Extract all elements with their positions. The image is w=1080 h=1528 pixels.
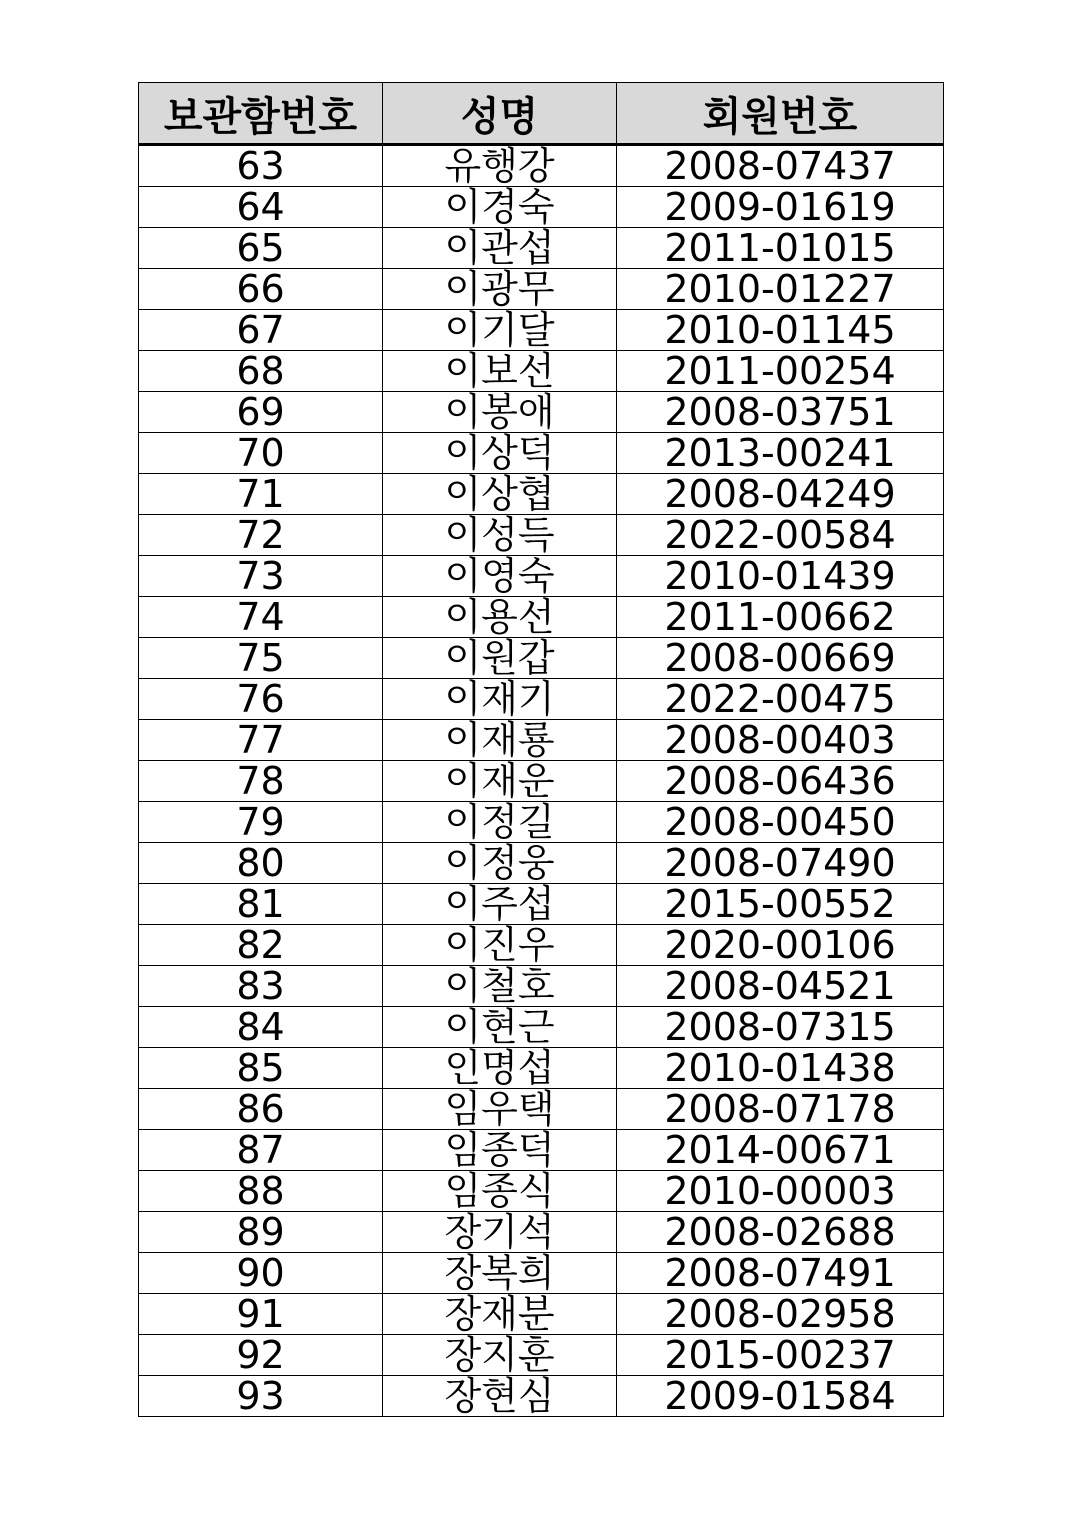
- name-cell: 장복희: [383, 1253, 617, 1294]
- locker-no-cell: 70: [139, 433, 383, 474]
- name-cell: 이성득: [383, 515, 617, 556]
- locker-no-cell: 83: [139, 966, 383, 1007]
- name-cell: 이주섭: [383, 884, 617, 925]
- member-no-cell: 2015-00237: [617, 1335, 944, 1376]
- member-no-cell: 2008-04249: [617, 474, 944, 515]
- member-no-cell: 2008-07490: [617, 843, 944, 884]
- name-cell: 임종덕: [383, 1130, 617, 1171]
- table-row: [139, 310, 944, 351]
- name-cell: 이광무: [383, 269, 617, 310]
- locker-no-cell: 75: [139, 638, 383, 679]
- name-cell: 임종식: [383, 1171, 617, 1212]
- member-no-cell: 2010-01439: [617, 556, 944, 597]
- name-cell: 이원갑: [383, 638, 617, 679]
- locker-no-cell: 88: [139, 1171, 383, 1212]
- name-cell: 인명섭: [383, 1048, 617, 1089]
- locker-no-cell: 63: [139, 145, 383, 187]
- locker-no-cell: 86: [139, 1089, 383, 1130]
- header-member-no: 회원번호: [617, 83, 944, 145]
- member-no-cell: 2013-00241: [617, 433, 944, 474]
- name-cell: 이재기: [383, 679, 617, 720]
- member-no-cell: 2008-03751: [617, 392, 944, 433]
- locker-no-cell: 78: [139, 761, 383, 802]
- member-no-cell: 2008-07178: [617, 1089, 944, 1130]
- name-cell: 임우택: [383, 1089, 617, 1130]
- member-no-cell: 2008-07491: [617, 1253, 944, 1294]
- member-no-cell: 2022-00475: [617, 679, 944, 720]
- table-row: [139, 1376, 944, 1417]
- table-row: [139, 1007, 944, 1048]
- member-no-cell: 2008-00669: [617, 638, 944, 679]
- locker-no-cell: 92: [139, 1335, 383, 1376]
- table-row: [139, 638, 944, 679]
- table-row: [139, 145, 944, 187]
- name-cell: 이정길: [383, 802, 617, 843]
- name-cell: 이영숙: [383, 556, 617, 597]
- locker-no-cell: 89: [139, 1212, 383, 1253]
- locker-no-cell: 82: [139, 925, 383, 966]
- name-cell: 유행강: [383, 145, 617, 187]
- member-no-cell: 2008-07437: [617, 145, 944, 187]
- locker-no-cell: 68: [139, 351, 383, 392]
- member-no-cell: 2009-01619: [617, 187, 944, 228]
- locker-no-cell: 64: [139, 187, 383, 228]
- name-cell: 이상협: [383, 474, 617, 515]
- table-row: [139, 966, 944, 1007]
- name-cell: 이현근: [383, 1007, 617, 1048]
- locker-no-cell: 77: [139, 720, 383, 761]
- name-cell: 장기석: [383, 1212, 617, 1253]
- name-cell: 이철호: [383, 966, 617, 1007]
- member-no-cell: 2011-00662: [617, 597, 944, 638]
- locker-no-cell: 87: [139, 1130, 383, 1171]
- member-no-cell: 2008-02958: [617, 1294, 944, 1335]
- locker-no-cell: 85: [139, 1048, 383, 1089]
- locker-no-cell: 79: [139, 802, 383, 843]
- table-row: [139, 597, 944, 638]
- locker-no-cell: 90: [139, 1253, 383, 1294]
- header-name: 성명: [383, 83, 617, 145]
- name-cell: 이용선: [383, 597, 617, 638]
- member-no-cell: 2008-00450: [617, 802, 944, 843]
- table-row: [139, 1294, 944, 1335]
- table-row: [139, 1048, 944, 1089]
- table-row: [139, 1130, 944, 1171]
- name-cell: 이진우: [383, 925, 617, 966]
- header-locker-no: 보관함번호: [139, 83, 383, 145]
- table-row: [139, 1253, 944, 1294]
- locker-no-cell: 71: [139, 474, 383, 515]
- locker-no-cell: 65: [139, 228, 383, 269]
- name-cell: 장재분: [383, 1294, 617, 1335]
- name-cell: 이재룡: [383, 720, 617, 761]
- name-cell: 이경숙: [383, 187, 617, 228]
- locker-no-cell: 84: [139, 1007, 383, 1048]
- member-no-cell: 2008-06436: [617, 761, 944, 802]
- member-no-cell: 2011-01015: [617, 228, 944, 269]
- member-no-cell: 2008-02688: [617, 1212, 944, 1253]
- table-row: [139, 515, 944, 556]
- table-row: [139, 802, 944, 843]
- table-row: [139, 556, 944, 597]
- locker-no-cell: 76: [139, 679, 383, 720]
- locker-no-cell: 91: [139, 1294, 383, 1335]
- locker-no-cell: 69: [139, 392, 383, 433]
- name-cell: 장현심: [383, 1376, 617, 1417]
- locker-no-cell: 74: [139, 597, 383, 638]
- member-no-cell: 2010-01438: [617, 1048, 944, 1089]
- member-no-cell: 2010-01145: [617, 310, 944, 351]
- table-row: [139, 1212, 944, 1253]
- locker-table: [138, 82, 944, 1417]
- table-row: [139, 1171, 944, 1212]
- table-row: [139, 269, 944, 310]
- member-no-cell: 2015-00552: [617, 884, 944, 925]
- name-cell: 이상덕: [383, 433, 617, 474]
- member-no-cell: 2011-00254: [617, 351, 944, 392]
- name-cell: 이봉애: [383, 392, 617, 433]
- member-no-cell: 2008-04521: [617, 966, 944, 1007]
- table-row: [139, 351, 944, 392]
- table-row: [139, 761, 944, 802]
- table-row: [139, 679, 944, 720]
- table-row: [139, 474, 944, 515]
- member-no-cell: 2020-00106: [617, 925, 944, 966]
- locker-no-cell: 66: [139, 269, 383, 310]
- name-cell: 이재운: [383, 761, 617, 802]
- name-cell: 장지훈: [383, 1335, 617, 1376]
- name-cell: 이관섭: [383, 228, 617, 269]
- locker-no-cell: 81: [139, 884, 383, 925]
- name-cell: 이기달: [383, 310, 617, 351]
- table-row: [139, 925, 944, 966]
- table-row: [139, 1335, 944, 1376]
- table-row: [139, 720, 944, 761]
- name-cell: 이보선: [383, 351, 617, 392]
- table-row: [139, 843, 944, 884]
- table-row: [139, 392, 944, 433]
- locker-no-cell: 67: [139, 310, 383, 351]
- table-row: [139, 433, 944, 474]
- member-no-cell: 2022-00584: [617, 515, 944, 556]
- table-row: [139, 884, 944, 925]
- member-no-cell: 2010-00003: [617, 1171, 944, 1212]
- locker-no-cell: 73: [139, 556, 383, 597]
- table-body: [139, 145, 944, 1417]
- header-row: [139, 83, 944, 145]
- member-no-cell: 2008-07315: [617, 1007, 944, 1048]
- member-no-cell: 2010-01227: [617, 269, 944, 310]
- table-row: [139, 187, 944, 228]
- locker-no-cell: 93: [139, 1376, 383, 1417]
- table-row: [139, 228, 944, 269]
- member-no-cell: 2009-01584: [617, 1376, 944, 1417]
- member-no-cell: 2014-00671: [617, 1130, 944, 1171]
- locker-no-cell: 80: [139, 843, 383, 884]
- table-row: [139, 1089, 944, 1130]
- member-no-cell: 2008-00403: [617, 720, 944, 761]
- locker-no-cell: 72: [139, 515, 383, 556]
- name-cell: 이정웅: [383, 843, 617, 884]
